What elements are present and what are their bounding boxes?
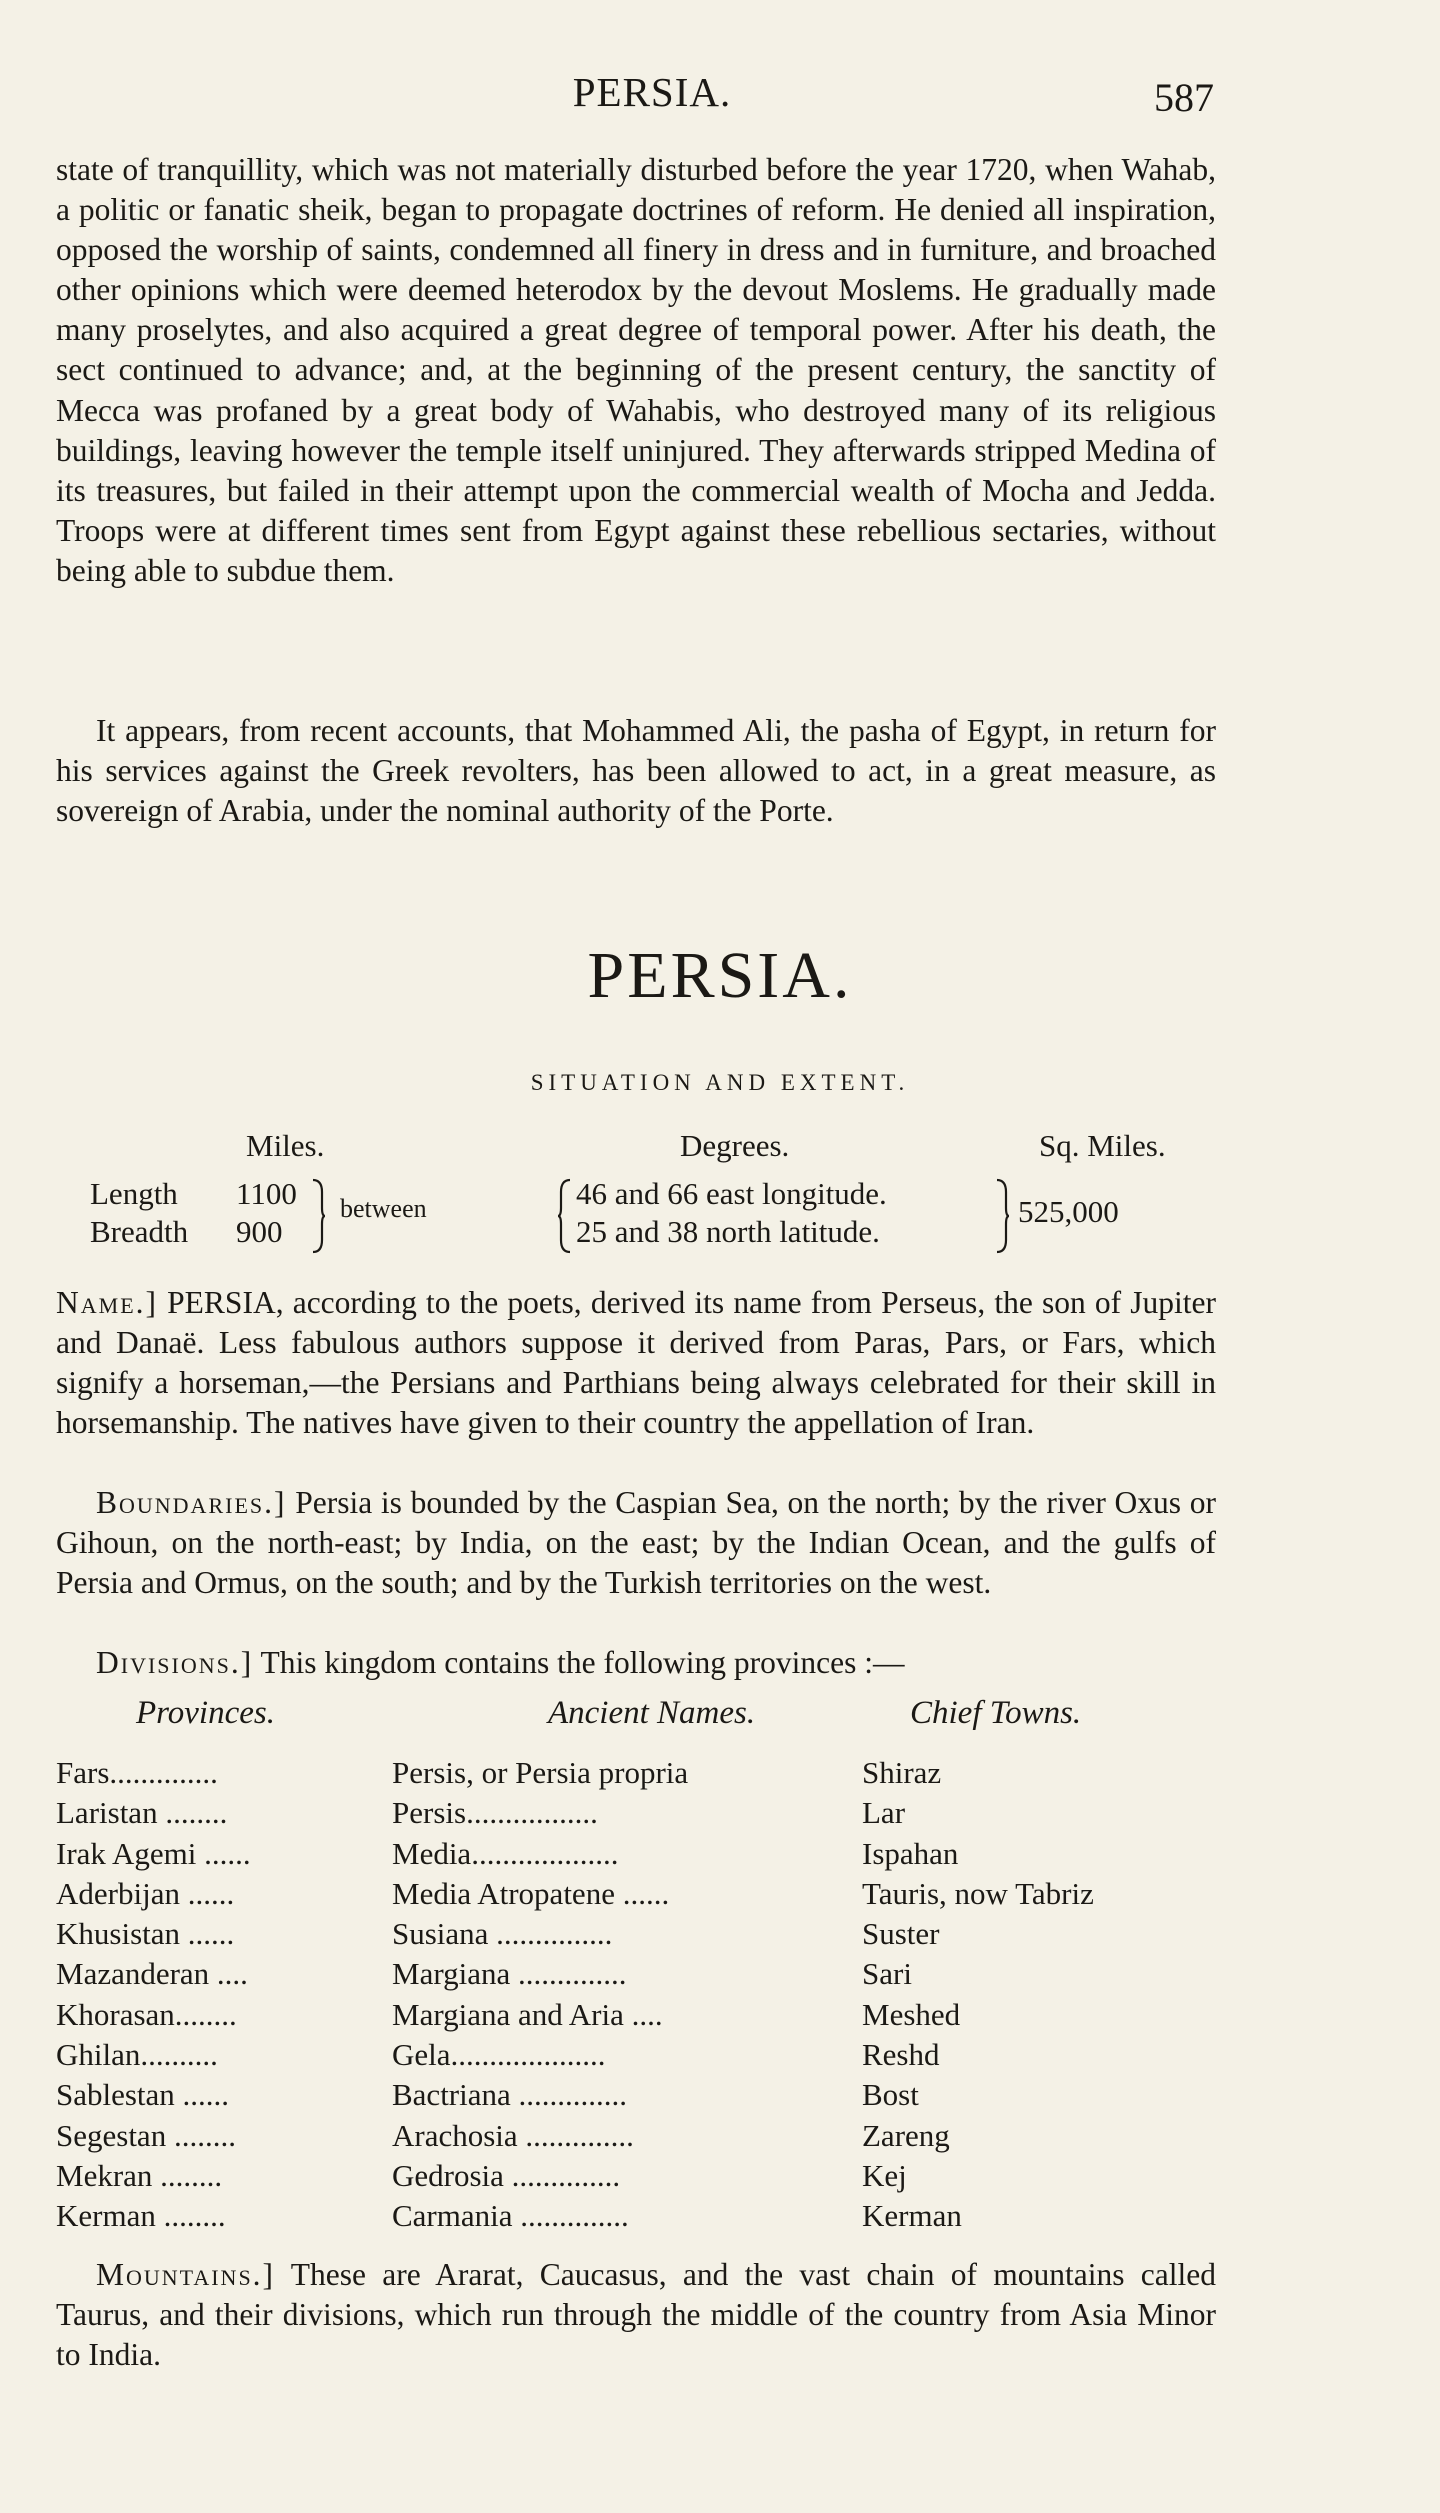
paragraph-divisions [56,1643,1216,1683]
ancient-name: Media................... [392,1835,619,1871]
extent-col-miles: Miles. [246,1128,325,1163]
running-head [90,62,1214,122]
table-row [56,1914,1216,1954]
province-name: Ghilan.......... [56,2037,218,2073]
ancient-name: Media Atropatene ...... [392,1875,670,1911]
paragraph-mohammed-ali: It appears, from recent accounts, that Mohammed Ali, the pasha of Egypt, in return for his services against the Greek revolters, has been allowed to act, in a great measure, as sovereign of Arabia, under the nominal authority of the Porte. [56,713,1216,829]
chief-town: Lar [862,1795,906,1831]
province-name: Kerman ........ [56,2198,226,2234]
table-row [56,1874,1216,1914]
chief-town: Kerman [862,2198,962,2234]
chief-town: Tauris, now Tabriz [862,1875,1094,1911]
paragraph-wahabis: state of tranquillity, which was not materially disturbed before the year 1720, when Wahab, a politic or fanatic sheik, began to propagate doctrines of reform. He denied all inspiration, opposed the worship of saints, condemned all finery in dress and in furniture, and broached other opinions which were deemed heterodox by the devout Moslems. He gradually made many proselytes, and also acquired a great degree of temporal power. After his death, the sect continued to advance; and, at the beginning of the present century, the sanctity of Mecca was profaned by a great body of Wahabis, who destroyed many of its religious buildings, leaving however the temple itself uninjured. They afterwards stripped Medina of its treasures, but failed in their attempt upon the commercial wealth of Mocha and Jedda. Troops were at different times sent from Egypt against these rebellious sectaries, without being able to subdue them. [56,152,1216,588]
paragraph-boundaries [56,1483,1216,1603]
latitude-range: 25 and 38 north latitude. [576,1214,880,1249]
between-word: between [340,1194,427,1223]
chief-town: Reshd [862,2037,940,2073]
ancient-name: Margiana .............. [392,1956,627,1992]
province-name: Mazanderan .... [56,1956,248,1992]
longitude-range: 46 and 66 east longitude. [576,1176,887,1211]
ancient-name: Bactriana .............. [392,2077,628,2113]
provinces-col-header: Provinces. [136,1695,275,1731]
table-row [56,1793,1216,1833]
province-name: Segestan ........ [56,2117,236,2153]
chief-town: Bost [862,2077,919,2113]
brace-miles [310,1178,326,1254]
name-label: Name.] [56,1285,159,1320]
divisions-text: This kingdom contains the following provinces :— [253,1645,905,1680]
province-name: Laristan ........ [56,1795,228,1831]
breadth-miles: 900 [236,1214,283,1249]
mountains-text: These are Ararat, Caucasus, and the vast chain of mountains called Taurus, and their divisions, which run through the middle of the country from Asia Minor to India. [56,2257,1216,2373]
table-row [56,1995,1216,2035]
chief-town: Suster [862,1916,940,1952]
provinces-header [0,1695,1440,1743]
ancient-name: Susiana ............... [392,1916,613,1952]
province-name: Sablestan ...... [56,2077,230,2113]
breadth-label: Breadth [90,1214,189,1249]
length-label: Length [90,1176,178,1211]
province-name: Mekran ........ [56,2157,223,2193]
provinces-table [56,1753,1216,2237]
extent-col-sqmiles: Sq. Miles. [1039,1128,1166,1163]
ancient-name: Gedrosia .............. [392,2157,621,2193]
table-row [56,1954,1216,1994]
page-number: 587 [1154,75,1214,120]
table-row [56,2156,1216,2196]
running-head-title: PERSIA. [572,69,732,115]
ancient-names-col-header: Ancient Names. [548,1695,756,1731]
table-row [56,2075,1216,2115]
province-name: Aderbijan ...... [56,1875,235,1911]
section-subheading: SITUATION AND EXTENT. [530,1070,910,1095]
boundaries-label: Boundaries.] [96,1485,287,1520]
extent-table [90,1128,1220,1268]
province-name: Khusistan ...... [56,1916,235,1952]
mountains-label: Mountains.] [96,2257,276,2292]
ancient-name: Persis................. [392,1795,598,1831]
chief-town: Kej [862,2157,907,2193]
chief-town: Sari [862,1956,912,1992]
extent-col-degrees: Degrees. [680,1128,790,1163]
paragraph-mountains [56,2255,1216,2375]
section-title: PERSIA. [587,939,853,1012]
ancient-name: Gela.................... [392,2037,606,2073]
table-row [56,2035,1216,2075]
table-row [56,2196,1216,2236]
table-row [56,1753,1216,1793]
province-name: Khorasan........ [56,1996,237,2032]
ancient-name: Arachosia .............. [392,2117,634,2153]
table-row [56,2116,1216,2156]
boundaries-text: Persia is bounded by the Caspian Sea, on the north; by the river Oxus or Gihoun, on the north-east; by India, on the east; by the Indian Ocean, and the gulfs of Persia and Ormus, on the south; and by the Turkish territories on the west. [56,1485,1216,1601]
province-name: Fars.............. [56,1755,218,1790]
ancient-name: Persis, or Persia propria [392,1755,689,1790]
brace-sqmiles [994,1178,1010,1254]
square-miles-value: 525,000 [1018,1194,1119,1229]
name-text: PERSIA, according to the poets, derived its name from Perseus, the son of Jupiter and Danaë. Less fabulous authors suppose it derived from Paras, Pars, or Fars, which signify a horseman,—the Persians and Parthians being always celebrated for their skill in horsemanship. The natives have given to their country the appellation of Iran. [56,1285,1216,1441]
province-name: Irak Agemi ...... [56,1835,251,1871]
chief-town: Ispahan [862,1835,959,1871]
chief-town: Zareng [862,2117,950,2153]
chief-towns-col-header: Chief Towns. [910,1695,1082,1731]
length-miles: 1100 [236,1176,297,1211]
brace-degrees [556,1178,572,1254]
ancient-name: Carmania .............. [392,2198,629,2234]
table-row [56,1834,1216,1874]
ancient-name: Margiana and Aria .... [392,1996,663,2032]
chief-town: Meshed [862,1996,961,2032]
paragraph-name [56,1283,1216,1443]
divisions-label: Divisions.] [96,1645,254,1680]
chief-town: Shiraz [862,1755,942,1790]
